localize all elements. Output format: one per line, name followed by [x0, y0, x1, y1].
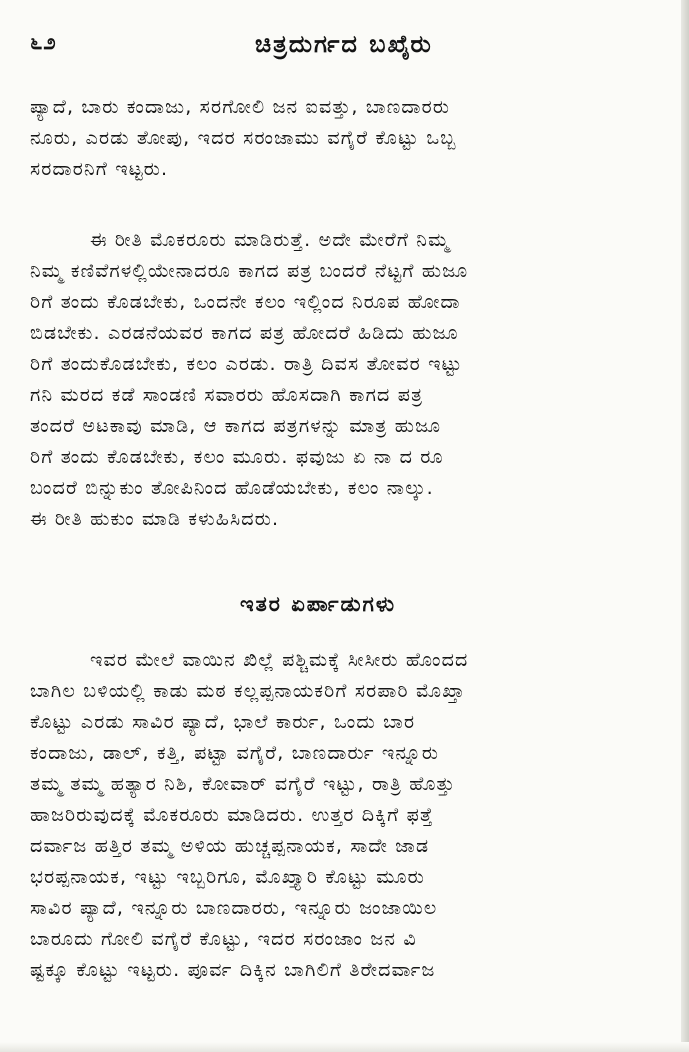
paragraph-2	[30, 225, 682, 535]
page-edge-shadow	[681, 0, 689, 1052]
paragraph-line: ಈ ರೀತಿ ಹುಕುಂ ಮಾಡಿ ಕಳುಹಿಸಿದರು.	[30, 508, 280, 530]
paragraph-line: ರಿಗೆ ತಂದುಕೊಡಬೇಕು, ಕಲಂ ಎರಡು. ರಾತ್ರಿ ದಿವಸ ತೋವರ ಇಟ್ಟು	[30, 353, 463, 375]
section-body	[30, 645, 682, 986]
section-line: ಷ್ಟಕ್ಕೂ ಕೊಟ್ಟು ಇಟ್ಟರು. ಪೂರ್ವ ದಿಕ್ಕಿನ ಬಾಗಿಲಿಗೆ ತಿರೇದರ್ವಾಜ	[30, 959, 436, 981]
section-heading: ಇತರ ಏರ್ಪಾಡುಗಳು	[240, 592, 396, 616]
page-bottom-shadow	[0, 1042, 689, 1052]
paragraph-line: ನೂರು, ಎರಡು ತೋಪು, ಇದರ ಸರಂಜಾಮು ವಗೈರೆ ಕೊಟ್ಟು ಒಬ್ಬ	[30, 127, 457, 149]
section-line: ಹಾಜರಿರುವುದಕ್ಕೆ ಮೊಕರೂರು ಮಾಡಿದರು. ಉತ್ತರ ದಿಕ್ಕಿಗೆ ಫತ್ತೆ	[30, 804, 434, 826]
paragraph-line: ಬಿಡಬೇಕು. ಎರಡನೆಯವರ ಕಾಗದ ಪತ್ರ ಹೋದರೆ ಹಿಡಿದು ಹುಜೂ	[30, 322, 459, 344]
paragraph-line: ತಂದರೆ ಅಟಕಾವು ಮಾಡಿ, ಆ ಕಾಗದ ಪತ್ರಗಳನ್ನು ಮಾತ್ರ ಹುಜೂ	[30, 415, 442, 437]
page-header	[30, 28, 670, 68]
section-line: ಸಾವಿರ ಪ್ಯಾದೆ, ಇನ್ನೂರು ಬಾಣದಾರರು, ಇನ್ನೂರು ಜಂಜಾಯಿಲ	[30, 897, 438, 919]
paragraph-line: ರಿಗೆ ತಂದು ಕೊಡಬೇಕು, ಕಲಂ ಮೂರು. ಫವುಜು ಏ ನಾ ದ ರೂ	[30, 446, 444, 468]
section-line: ತಮ್ಮ ತಮ್ಮ ಹತ್ಯಾರ ನಿಶಿ, ಕೋವಾರ್ ವಗೈರೆ ಇಟ್ಟು, ರಾತ್ರಿ ಹೊತ್ತು	[30, 773, 456, 795]
section-line: ಬಾಗಿಲ ಬಳಿಯಲ್ಲಿ ಕಾಡು ಮಠ ಕಲ್ಲಪ್ಪನಾಯಕರಿಗೆ ಸರಪಾರಿ ಮೊಖ್ತಾ	[30, 680, 466, 702]
page-number: ೬೨	[30, 30, 57, 55]
section-line: ಭರಪ್ಪನಾಯಕ, ಇಟ್ಟು ಇಬ್ಬರಿಗೂ, ಮೊಖ್ತ್ಯಾರಿ ಕೊಟ್ಟು ಮೂರು	[30, 866, 425, 888]
section-line: ಇವರ ಮೇಲೆ ವಾಯಿನ ಖಿಲ್ಲೆ ಪಶ್ಚಿಮಕ್ಕೆ ಸೀಸೀರು ಹೊಂದದ	[90, 649, 469, 671]
section-line: ಕೊಟ್ಟು ಎರಡು ಸಾವಿರ ಪ್ಯಾದೆ, ಭಾಲೆ ಕಾರ್ರು, ಒಂದು ಬಾರ	[30, 711, 416, 733]
paragraph-line: ಪ್ಯಾದೆ, ಬಾರು ಕಂದಾಜು, ಸರಗೋಲಿ ಜನ ಐವತ್ತು, ಬಾಣದಾರರು	[30, 96, 451, 118]
running-title: ಚಿತ್ರದುರ್ಗದ ಬಖೈರು	[255, 30, 433, 58]
section-line: ಕಂದಾಜು, ಡಾಲ್, ಕತ್ತಿ, ಪಟ್ಟಾ ವಗೈರೆ, ಬಾಣದಾರ್ರು ಇನ್ನೂರು	[30, 742, 440, 764]
paragraph-line: ಗನಿ ಮರದ ಕಡೆ ಸಾಂಡಣಿ ಸವಾರರು ಹೊಸದಾಗಿ ಕಾಗದ ಪತ್ರ	[30, 384, 424, 406]
paragraph-1	[30, 92, 682, 185]
section-line: ದರ್ವಾಜ ಹತ್ತಿರ ತಮ್ಮ ಅಳಿಯ ಹುಚ್ಚಪ್ಪನಾಯಕ, ಸಾದೇ ಜಾಡ	[30, 835, 430, 857]
section-line: ಬಾರೂದು ಗೋಲಿ ವಗೈರೆ ಕೊಟ್ಟು, ಇದರ ಸರಂಜಾಂ ಜನ ವಿ	[30, 928, 417, 950]
paragraph-line: ಸರದಾರನಿಗೆ ಇಟ್ಟರು.	[30, 158, 169, 180]
paragraph-line: ನಿಮ್ಮ ಕಣಿವೆಗಳಲ್ಲಿಯೇನಾದರೂ ಕಾಗದ ಪತ್ರ ಬಂದರೆ ನೆಟ್ಟಗೆ ಹುಜೂ	[30, 260, 469, 282]
paragraph-line: ಈ ರೀತಿ ಮೊಕರೂರು ಮಾಡಿರುತ್ತೆ. ಅದೇ ಮೇರೆಗೆ ನಿಮ್ಮ	[90, 229, 450, 251]
paragraph-line: ಬಂದರೆ ಬಿನ್ನುಕುಂ ತೋಪಿನಿಂದ ಹೊಡೆಯಬೇಕು, ಕಲಂ ನಾಲ್ಕು.	[30, 477, 434, 499]
paragraph-line: ರಿಗೆ ತಂದು ಕೊಡಬೇಕು, ಒಂದನೇ ಕಲಂ ಇಲ್ಲಿಂದ ನಿರೂಪ ಹೋದಾ	[30, 291, 461, 313]
